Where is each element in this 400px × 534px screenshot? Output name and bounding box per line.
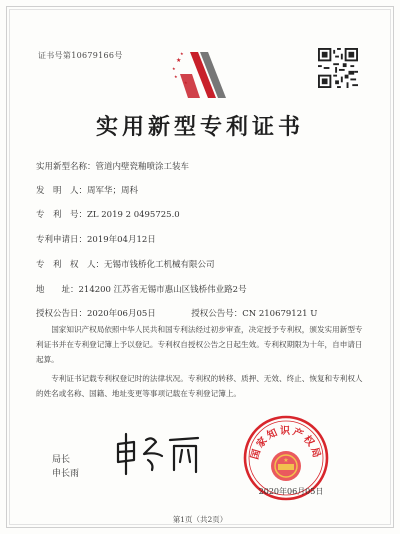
patentee-row bbox=[36, 258, 215, 270]
field-label: 授权公告日： bbox=[36, 309, 88, 319]
seal-date: 2020年06月05日 bbox=[258, 487, 324, 496]
legal-status-paragraph: 专利证书记载专利权登记时的法律状况。专利权的转移、质押、无效、终止、恢复和专利权人的姓名或名称、国籍、地址变更等事项记载在专利登记簿上。 bbox=[36, 374, 363, 398]
svg-text:★: ★ bbox=[283, 457, 289, 464]
field-label: 地 址： bbox=[36, 285, 79, 295]
field-value: ZL 2019 2 0495725.0 bbox=[87, 210, 180, 220]
field-label: 专利申请日： bbox=[36, 235, 88, 245]
qr-code bbox=[318, 48, 358, 88]
field-label: 实用新型名称： bbox=[36, 162, 96, 172]
director-signature bbox=[112, 430, 204, 478]
svg-text:★: ★ bbox=[172, 66, 176, 71]
utility-model-name-row bbox=[36, 160, 189, 172]
svg-text:★: ★ bbox=[176, 57, 182, 64]
director-title: 局长 bbox=[52, 455, 71, 465]
inventor-row bbox=[36, 184, 138, 196]
grant-statement-paragraph: 国家知识产权局依照中华人民共和国专利法经过初步审查，决定授予专利权，颁发实用新型专利证书并在专利登记簿上予以登记。专利权自授权公告之日起生效。专利权期限为十年，自申请日起算。 bbox=[36, 325, 363, 364]
patent-number-row bbox=[36, 208, 180, 220]
svg-text:★: ★ bbox=[174, 74, 178, 79]
certificate-number: 证书号第10679166号 bbox=[38, 51, 123, 60]
grant-row bbox=[36, 307, 317, 319]
field-label: 专 利 权 人： bbox=[36, 260, 105, 270]
field-label: 专 利 号： bbox=[36, 210, 88, 220]
field-value: 管道内壁瓷釉喷涂工装车 bbox=[95, 162, 190, 172]
certificate-title: 实用新型专利证书 bbox=[95, 114, 304, 140]
field-label: 授权公告号： bbox=[191, 309, 243, 319]
field-value: 2020年06月05日 bbox=[87, 309, 156, 319]
field-value: 2019年04月12日 bbox=[87, 235, 156, 245]
filing-date-row bbox=[36, 233, 156, 245]
field-value: 无锡市钱桥化工机械有限公司 bbox=[104, 260, 215, 270]
svg-text:★: ★ bbox=[180, 51, 184, 56]
page-indicator: 第1页（共2页） bbox=[172, 515, 228, 524]
svg-text:★: ★ bbox=[184, 80, 188, 85]
director-name: 申长雨 bbox=[52, 469, 80, 479]
seal-text: 国家知识产权局 bbox=[249, 426, 323, 461]
field-label: 发 明 人： bbox=[36, 186, 88, 196]
field-value: 周军华；周科 bbox=[87, 186, 139, 196]
cnipa-emblem-icon bbox=[170, 44, 232, 106]
national-emblem-icon bbox=[271, 451, 301, 481]
address-row bbox=[36, 283, 247, 295]
field-value: 214200 江苏省无锡市惠山区钱桥伟业路2号 bbox=[78, 285, 247, 295]
field-value: CN 210679121 U bbox=[242, 309, 318, 319]
